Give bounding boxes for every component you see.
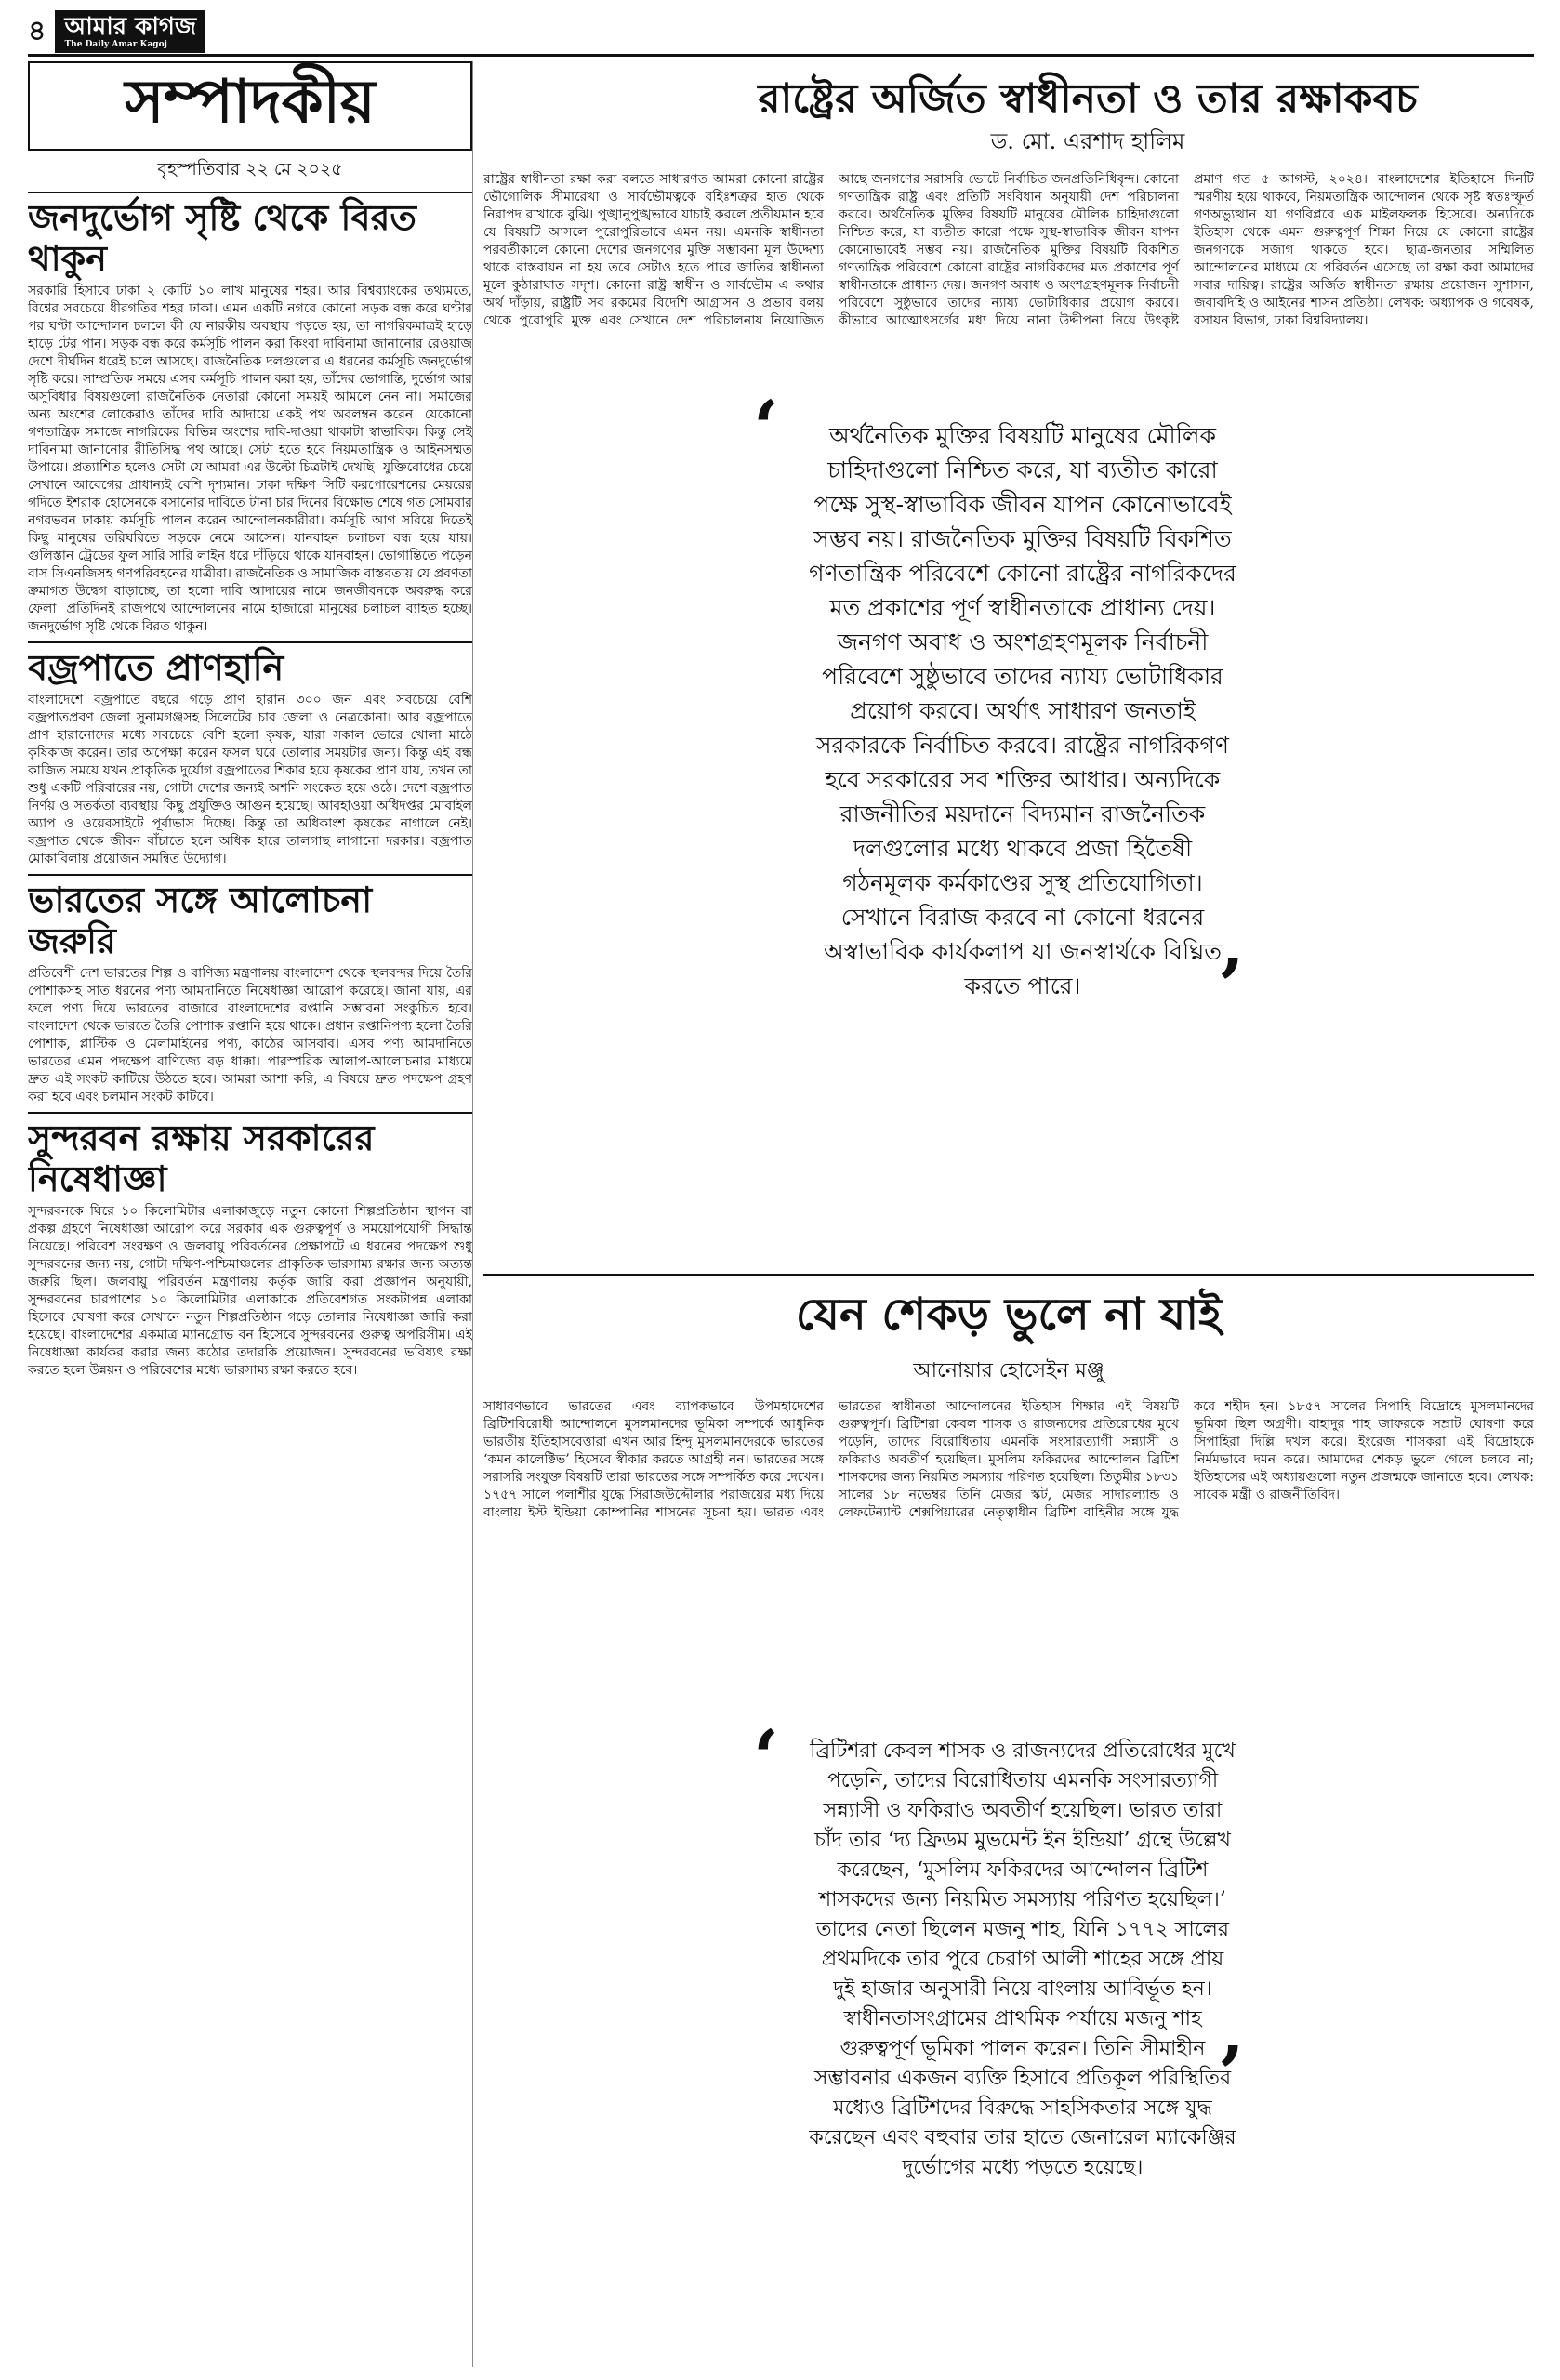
masthead-subtitle: The Daily Amar Kagoj	[64, 40, 167, 49]
article-1	[483, 74, 1534, 1268]
editorial-headline: ভারতের সঙ্গে আলোচনা জরুরি	[28, 874, 472, 961]
editorial-headline: বজ্রপাতে প্রাণহানি	[28, 641, 472, 688]
open-quote-icon: ‘	[753, 1713, 779, 1801]
pullquote-text: ব্রিটিশরা কেবল শাসক ও রাজন্যদের প্রতিরোধের মুখে পড়েনি, তাদের বিরোধিতায় এমনকি সংসারত্যাগী সন্ন্যাসী ও ফকিরাও অবতীর্ণ হয়েছিল। ভারত তারা চাঁদ তার ‘দ্য ফ্রিডম মুভমেন্ট ইন ইন্ডিয়া’ গ্রন্থে উল্লেখ করেছেন, ‘মুসলিম ফকিরদের আন্দোলন ব্রিটিশ শাসকদের জন্য নিয়মিত সমস্যায় পরিণত হয়েছিল।’ তাদের নেতা ছিলেন মজনু শাহ, যিনি ১৭৭২ সালের প্রথমদিকে তার পুরে চেরাগ আলী শাহের সঙ্গে প্রায় দুই হাজার অনুসারী নিয়ে বাংলায় আবির্ভূত হন। স্বাধীনতাসংগ্রামের প্রাথমিক পর্যায়ে মজনু শাহ গুরুত্বপূর্ণ ভূমিকা পালন করেন। তিনি সীমাহীন সম্ভাবনার একজন ব্যক্তি হিসাবে প্রতিকূল পরিস্থিতির মধ্যেও ব্রিটিশদের বিরুদ্ধে সাহসিকতার সঙ্গে যুদ্ধ করেছেন এবং বহুবার তার হাতে জেনারেল ম্যাকেঞ্জির দুর্ভোগের মধ্যে পড়তে হয়েছে।	[809, 1739, 1236, 2179]
editorial-column	[28, 61, 473, 2367]
pullquote-text: অর্থনৈতিক মুক্তির বিষয়টি মানুষের মৌলিক চাহিদাগুলো নিশ্চিত করে, যা ব্যতীত কারো পক্ষে সুস্থ-স্বাভাবিক জীবন যাপন কোনোভাবেই সম্ভব নয়। রাজনৈতিক মুক্তির বিষয়টি বিকশিত গণতান্ত্রিক পরিবেশে কোনো রাষ্ট্রের নাগরিকদের মত প্রকাশের পূর্ণ স্বাধীনতাকে প্রাধান্য দেয়। জনগণ অবাধ ও অংশগ্রহণমূলক নির্বাচনী পরিবেশে সুষ্ঠুভাবে তাদের ন্যায্য ভোটাধিকার প্রয়োগ করবে। অর্থাৎ সাধারণ জনতাই সরকারকে নির্বাচিত করবে। রাষ্ট্রের নাগরিকগণ হবে সরকারের সব শক্তির আধার। অন্যদিকে রাজনীতির ময়দানে বিদ্যমান রাজনৈতিক দলগুলোর মধ্যে থাকবে প্রজা হিতৈষী গঠনমূলক কর্মকাণ্ডের সুস্থ প্রতিযোগিতা। সেখানে বিরাজ করবে না কোনো ধরনের অস্বাভাবিক কার্যকলাপ যা জনস্বার্থকে বিঘ্নিত করতে পারে।	[809, 422, 1236, 999]
page-header	[28, 9, 1534, 57]
article-1-author: ড. মো. এরশাদ হালিম	[990, 128, 1185, 154]
close-quote-icon: ’	[1218, 942, 1244, 1029]
article-1-body: রাষ্ট্রের স্বাধীনতা রক্ষা করা বলতে সাধারণত আমরা কোনো রাষ্ট্রের ভৌগোলিক সীমারেখা ও সার্বভৌমত্বকে বহিঃশত্রুর হাত থেকে নিরাপদ রাখাকে বুঝি। পুঙ্খানুপুঙ্খভাবে যাচাই করলে প্রতীয়মান হবে যে বিষয়টি আসলে পুরোপুরিভাবে এমন নয়। এমনকি স্বাধীনতা পরবর্তীকালে কোনো দেশের জনগণের মুক্তি সম্ভাবনা মূল উদ্দেশ্য থাকে বাস্তবায়ন না হয় তবে সেটাও হতে পারে জাতির স্বাধীনতা মূলে কুঠারাঘাত সদৃশ। কোনো রাষ্ট্র স্বাধীন ও সার্বভৌম এ কথার অর্থ দাঁড়ায়, রাষ্ট্রটি সব রকমের বিদেশি আগ্রাসন ও প্রভাব বলয় থেকে পুরোপুরি মুক্ত এবং সেখানে দেশ পরিচালনায় নিয়োজিত আছে জনগণের সরাসরি ভোটে নির্বাচিত জনপ্রতিনিধিবৃন্দ। কোনো গণতান্ত্রিক রাষ্ট্র এবং প্রতিটি সংবিধান অনুযায়ী দেশ পরিচালনা করবে। অর্থনৈতিক মুক্তির বিষয়টি মানুষের মৌলিক চাহিদাগুলো নিশ্চিত করে, যা ব্যতীত কারো পক্ষে সুস্থ-স্বাভাবিক জীবন যাপন কোনোভাবেই সম্ভব নয়। রাজনৈতিক মুক্তির বিষয়টি বিকশিত গণতান্ত্রিক পরিবেশে কোনো রাষ্ট্রের নাগরিকদের মত প্রকাশের পূর্ণ স্বাধীনতাকে প্রাধান্য দেয়। জনগণ অবাধ ও অংশগ্রহণমূলক নির্বাচনী পরিবেশে সুষ্ঠুভাবে তাদের ন্যায্য ভোটাধিকার প্রয়োগ করবে। কীভাবে আত্মোৎসর্গের মধ্য দিয়ে নানা উদ্দীপনা নিয়ে উৎকৃষ্ট প্রমাণ গত ৫ আগস্ট, ২০২৪। বাংলাদেশের ইতিহাসে দিনটি স্মরণীয় হয়ে থাকবে, নিয়মতান্ত্রিক আন্দোলন থেকে সৃষ্ট স্বতঃস্ফূর্ত গণঅভ্যুত্থান যা গণবিপ্লবে এক মাইলফলক হিসেবে। অন্যদিকে ইতিহাস থেকে এমন গুরুত্বপূর্ণ শিক্ষা নিয়ে যে কোনো রাষ্ট্রের জনগণকে সজাগ থাকতে হবে। ছাত্র-জনতার সম্মিলিত আন্দোলনের মাধ্যমে যে পরিবর্তন এসেছে তা রক্ষা করা আমাদের সবার দায়িত্ব। রাষ্ট্রের অর্জিত স্বাধীনতা রক্ষায় প্রয়োজন সুশাসন, জবাবদিহি ও আইনের শাসন প্রতিষ্ঠা। লেখক: অধ্যাপক ও গবেষক, রসায়ন বিভাগ, ঢাকা বিশ্ববিদ্যালয়।	[483, 172, 1534, 328]
article-2	[483, 1274, 1534, 2365]
editorial-date: বৃহস্পতিবার ২২ মে ২০২৫	[157, 159, 343, 179]
article-1-pullquote	[790, 409, 1255, 1029]
editorial-text: সরকারি হিসাবে ঢাকা ২ কোটি ১০ লাখ মানুষের শহর। আর বিশ্বব্যাংকের তথ্যমতে, বিশ্বের সবচেয়ে ধীরগতির শহর ঢাকা। এমন একটি নগরে কোনো সড়ক বন্ধ করে ঘণ্টার পর ঘণ্টা আন্দোলন চললে কী যে নারকীয় অবস্থায় পড়তে হয়, তা নাগরিকমাত্রই হাড়ে হাড়ে টের পান। সড়ক বন্ধ করে কর্মসূচি পালন করা কিংবা দাবিনামা জানানোর রেওয়াজ দেশে দীর্ঘদিন ধরেই চলে আসছে। রাজনৈতিক দলগুলোর এ ধরনের কর্মসূচি জনদুর্ভোগ সৃষ্টি করে। সাম্প্রতিক সময়ে এসব কর্মসূচি পালন করা হয়, তাঁদের ভোগান্তি, দুর্ভোগ আর অসুবিধার বিষয়গুলো রাজনৈতিক নেতারা কোনো সময়ই আমলে নেন না। সমাজের অন্য অংশের লোকেরাও তাঁদের দাবি আদায়ে একই পথ অবলম্বন করেন। যেকোনো গণতান্ত্রিক সমাজে নাগরিকের বিভিন্ন অংশের দাবি-দাওয়া থাকাটা স্বাভাবিক। কিন্তু সেই দাবিনামা জানানোর রীতিসিদ্ধ পথ আছে। সেটা হতে হবে নিয়মতান্ত্রিক ও আইনসম্মত উপায়ে। প্রত্যাশিত হলেও সেটা যে আমরা এর উল্টো চিত্রটাই দেখছি। যুক্তিবোধের চেয়ে সেখানে আবেগের প্রাধান্যই বেশি দৃশ্যমান। ঢাকা দক্ষিণ সিটি করপোরেশনের মেয়রের গদিতে ইশরাক হোসেনকে বসানোর দাবিতে টানা চার দিনের বিক্ষোভ শেষে গত সোমবার নগরভবন ঢাকায় কর্মসূচি পালন করেন আন্দোলনকারীরা। কর্মসূচি আগ সরিয়ে দিতেই কিছু মানুষের তরিঘরিতে সড়কে নেমে আসেন। যানবাহন চলাচল বন্ধ হয়ে যায়। গুলিস্তান ট্রেডের ফুল সারি সারি লাইন ধরে দাঁড়িয়ে থাকে যানবাহন। ভোগান্তিতে পড়েন বাস সিএনজিসহ গণপরিবহনের যাত্রীরা। রাজনৈতিক ও সামাজিক বাস্তবতায় যে প্রবণতা ক্রমাগত উদ্বেগ বাড়াচ্ছে, তা হলো দাবি আদায়ের নামে জনজীবনকে অবরুদ্ধ করে ফেলা। প্রতিদিনই রাজপথে আন্দোলনের নামে হাজারো মানুষের চলাচল ব্যাহত হচ্ছে। জনদুর্ভোগ সৃষ্টি থেকে বিরত থাকুন।	[28, 284, 472, 634]
editorial-text: বাংলাদেশে বজ্রপাতে বছরে গড়ে প্রাণ হারান ৩০০ জন এবং সবচেয়ে বেশি বজ্রপাতপ্রবণ জেলা সুনামগঞ্জসহ সিলেটের চার জেলা ও নেত্রকোনা। আর বজ্রপাতে প্রাণ হারানোদের মধ্যে সবচেয়ে বেশি হলো কৃষক, যারা সকাল ভোরে খোলা মাঠে কৃষিকাজ করেন। তার অপেক্ষা করেন ফসল ঘরে তোলার সময়টার জন্য। কিন্তু এই বন্ধ কাজিত সময়ে যখন প্রাকৃতিক দুর্যোগ বজ্রপাতের শিকার হয়ে কৃষকের প্রাণ যায়, তখন তা শুধু একটি পরিবারের নয়, গোটা দেশের জন্যই অশনি সংকেত হয়ে ওঠে। দেশে বজ্রপাত নির্ণয় ও সতর্কতা ব্যবস্থায় কিছু প্রযুক্তিও আগুন হয়েছে। আবহাওয়া অধিদপ্তর মোবাইল অ্যাপ ও ওয়েবসাইটে পূর্বাভাস দিচ্ছে। কিন্তু তা অধিকাংশ কৃষকের নাগালে নেই। বজ্রপাত থেকে জীবন বাঁচাতে হলে অধিক হারে তালগাছ লাগানো দরকার। বজ্রপাত মোকাবিলায় প্রয়োজন সমন্বিত উদ্যোগ।	[28, 693, 472, 866]
masthead-title: আমার কাগজ	[64, 13, 197, 41]
article-2-body: সাধারণভাবে ভারতের এবং ব্যাপকভাবে উপমহাদেশের ব্রিটিশবিরোধী আন্দোলনে মুসলমানদের ভূমিকা সম্পর্কে আধুনিক ভারতীয় ইতিহাসবেত্তারা এখন আর হিন্দু মুসলমানদেরকে ভারতের ‘কমন কালেক্টিভ’ হিসেবে স্বীকার করতে আগ্রহী নন। ভারতের সঙ্গে সরাসরি সংযুক্ত বিষয়টি তারা ভারতের সঙ্গে সম্পর্কিত করে দেখেন। ১৭৫৭ সালে পলাশীর যুদ্ধে সিরাজউদ্দৌলার পরাজয়ের মধ্য দিয়ে বাংলায় ইস্ট ইন্ডিয়া কোম্পানির শাসনের সূচনা হয়। ভারত এবং ভারতের স্বাধীনতা আন্দোলনের ইতিহাস শিক্ষার এই বিষয়টি গুরুত্বপূর্ণ। ব্রিটিশরা কেবল শাসক ও রাজন্যদের প্রতিরোধের মুখে পড়েনি, তাদের বিরোধিতায় এমনকি সংসারত্যাগী সন্ন্যাসী ও ফকিরাও অবতীর্ণ হয়েছিল। মুসলিম ফকিরদের আন্দোলন ব্রিটিশ শাসকদের জন্য নিয়মিত সমস্যায় পরিণত হয়েছিল। তিতুমীর ১৮৩১ সালের ১৮ নভেম্বর তিনি মেজর স্কট, মেজর সাদারল্যান্ড ও লেফটেন্যান্ট শেক্সপিয়ারের নেতৃত্বাধীন ব্রিটিশ বাহিনীর সঙ্গে যুদ্ধ করে শহীদ হন। ১৮৫৭ সালের সিপাহি বিদ্রোহে মুসলমানদের ভূমিকা ছিল অগ্রণী। বাহাদুর শাহ জাফরকে সম্রাট ঘোষণা করে সিপাহিরা দিল্লি দখল করে। ইংরেজ শাসকরা এই বিদ্রোহকে নির্মমভাবে দমন করে। আমাদের শেকড় ভুলে গেলে চলবে না; ইতিহাসের এই অধ্যায়গুলো নতুন প্রজন্মকে জানাতে হবে। লেখক: সাবেক মন্ত্রী ও রাজনীতিবিদ।	[483, 1399, 1534, 1520]
article-2-pullquote	[790, 1729, 1255, 2179]
masthead-logo	[55, 10, 205, 53]
article-2-headline: যেন শেকড় ভুলে না যাই	[483, 1274, 1534, 1355]
page-number: ৪	[28, 14, 46, 47]
close-quote-icon: ’	[1218, 2030, 1244, 2117]
editorial-banner: সম্পাদকীয়	[28, 61, 472, 151]
open-quote-icon: ‘	[753, 384, 779, 471]
editorial-headline: সুন্দরবন রক্ষায় সরকারের নিষেধাজ্ঞা	[28, 1112, 472, 1199]
article-1-headline: রাষ্ট্রের অর্জিত স্বাধীনতা ও তার রক্ষাকবচ	[758, 75, 1418, 123]
editorial-text: প্রতিবেশী দেশ ভারতের শিল্প ও বাণিজ্য মন্ত্রণালয় বাংলাদেশ থেকে স্থলবন্দর দিয়ে তৈরি পোশাকসহ সাত ধরনের পণ্য আমদানিতে নিষেধাজ্ঞা আরোপ করেছে। জানা যায়, এর ফলে পণ্য দিয়ে ভারতের বাজারে বাংলাদেশের রপ্তানি সম্ভাবনা সংকুচিত হবে। বাংলাদেশ থেকে ভারতে তৈরি পোশাক রপ্তানি হয়ে থাকে। প্রধান রপ্তানিপণ্য হলো তৈরি পোশাক, প্লাস্টিক ও মেলামাইনের পণ্য, কাঠের আসবাব। এসব পণ্য আমদানিতে ভারতের এমন পদক্ষেপ বাণিজ্যে বড় ধাক্কা। পারস্পরিক আলাপ-আলোচনার মাধ্যমে দ্রুত এই সংকট কাটিয়ে উঠতে হবে। আমরা আশা করি, এ বিষয়ে দ্রুত পদক্ষেপ গ্রহণ করা হবে এবং চলমান সংকট কাটবে।	[28, 966, 472, 1104]
editorial-text: সুন্দরবনকে ঘিরে ১০ কিলোমিটার এলাকাজুড়ে নতুন কোনো শিল্পপ্রতিষ্ঠান স্থাপন বা প্রকল্প গ্রহণে নিষেধাজ্ঞা আরোপ করে সরকার এক গুরুত্বপূর্ণ ও সময়োপযোগী সিদ্ধান্ত নিয়েছে। পরিবেশ সংরক্ষণ ও জলবায়ু পরিবর্তনের প্রেক্ষাপটে এ ধরনের পদক্ষেপ শুধু সুন্দরবনের জন্য নয়, গোটা দক্ষিণ-পশ্চিমাঞ্চলের প্রাকৃতিক ভারসাম্য রক্ষার জন্য অত্যন্ত জরুরি ছিল। জলবায়ু পরিবর্তন মন্ত্রণালয় কর্তৃক জারি করা প্রজ্ঞাপন অনুযায়ী, সুন্দরবনের চারপাশের ১০ কিলোমিটার এলাকাকে প্রতিবেশগত সংকটাপন্ন এলাকা হিসেবে ঘোষণা করে সেখানে নতুন শিল্পপ্রতিষ্ঠান গড়ে তোলার নিষেধাজ্ঞা জারি করা হয়েছে। বাংলাদেশের একমাত্র ম্যানগ্রোভ বন হিসেবে সুন্দরবনের গুরুত্ব অপরিসীম। এই নিষেধাজ্ঞা কার্যকর করার জন্য কঠোর তদারকি প্রয়োজন। সুন্দরবনের ভবিষ্যৎ রক্ষা করতে হলে উন্নয়ন ও পরিবেশের মধ্যে ভারসাম্য রক্ষা করতে হবে।	[28, 1204, 472, 1378]
articles-area	[483, 61, 1534, 2367]
article-2-author: আনোয়ার হোসেইন মঞ্জু	[913, 1359, 1104, 1382]
editorial-headline: জনদুর্ভোগ সৃষ্টি থেকে বিরত থাকুন	[28, 192, 472, 279]
